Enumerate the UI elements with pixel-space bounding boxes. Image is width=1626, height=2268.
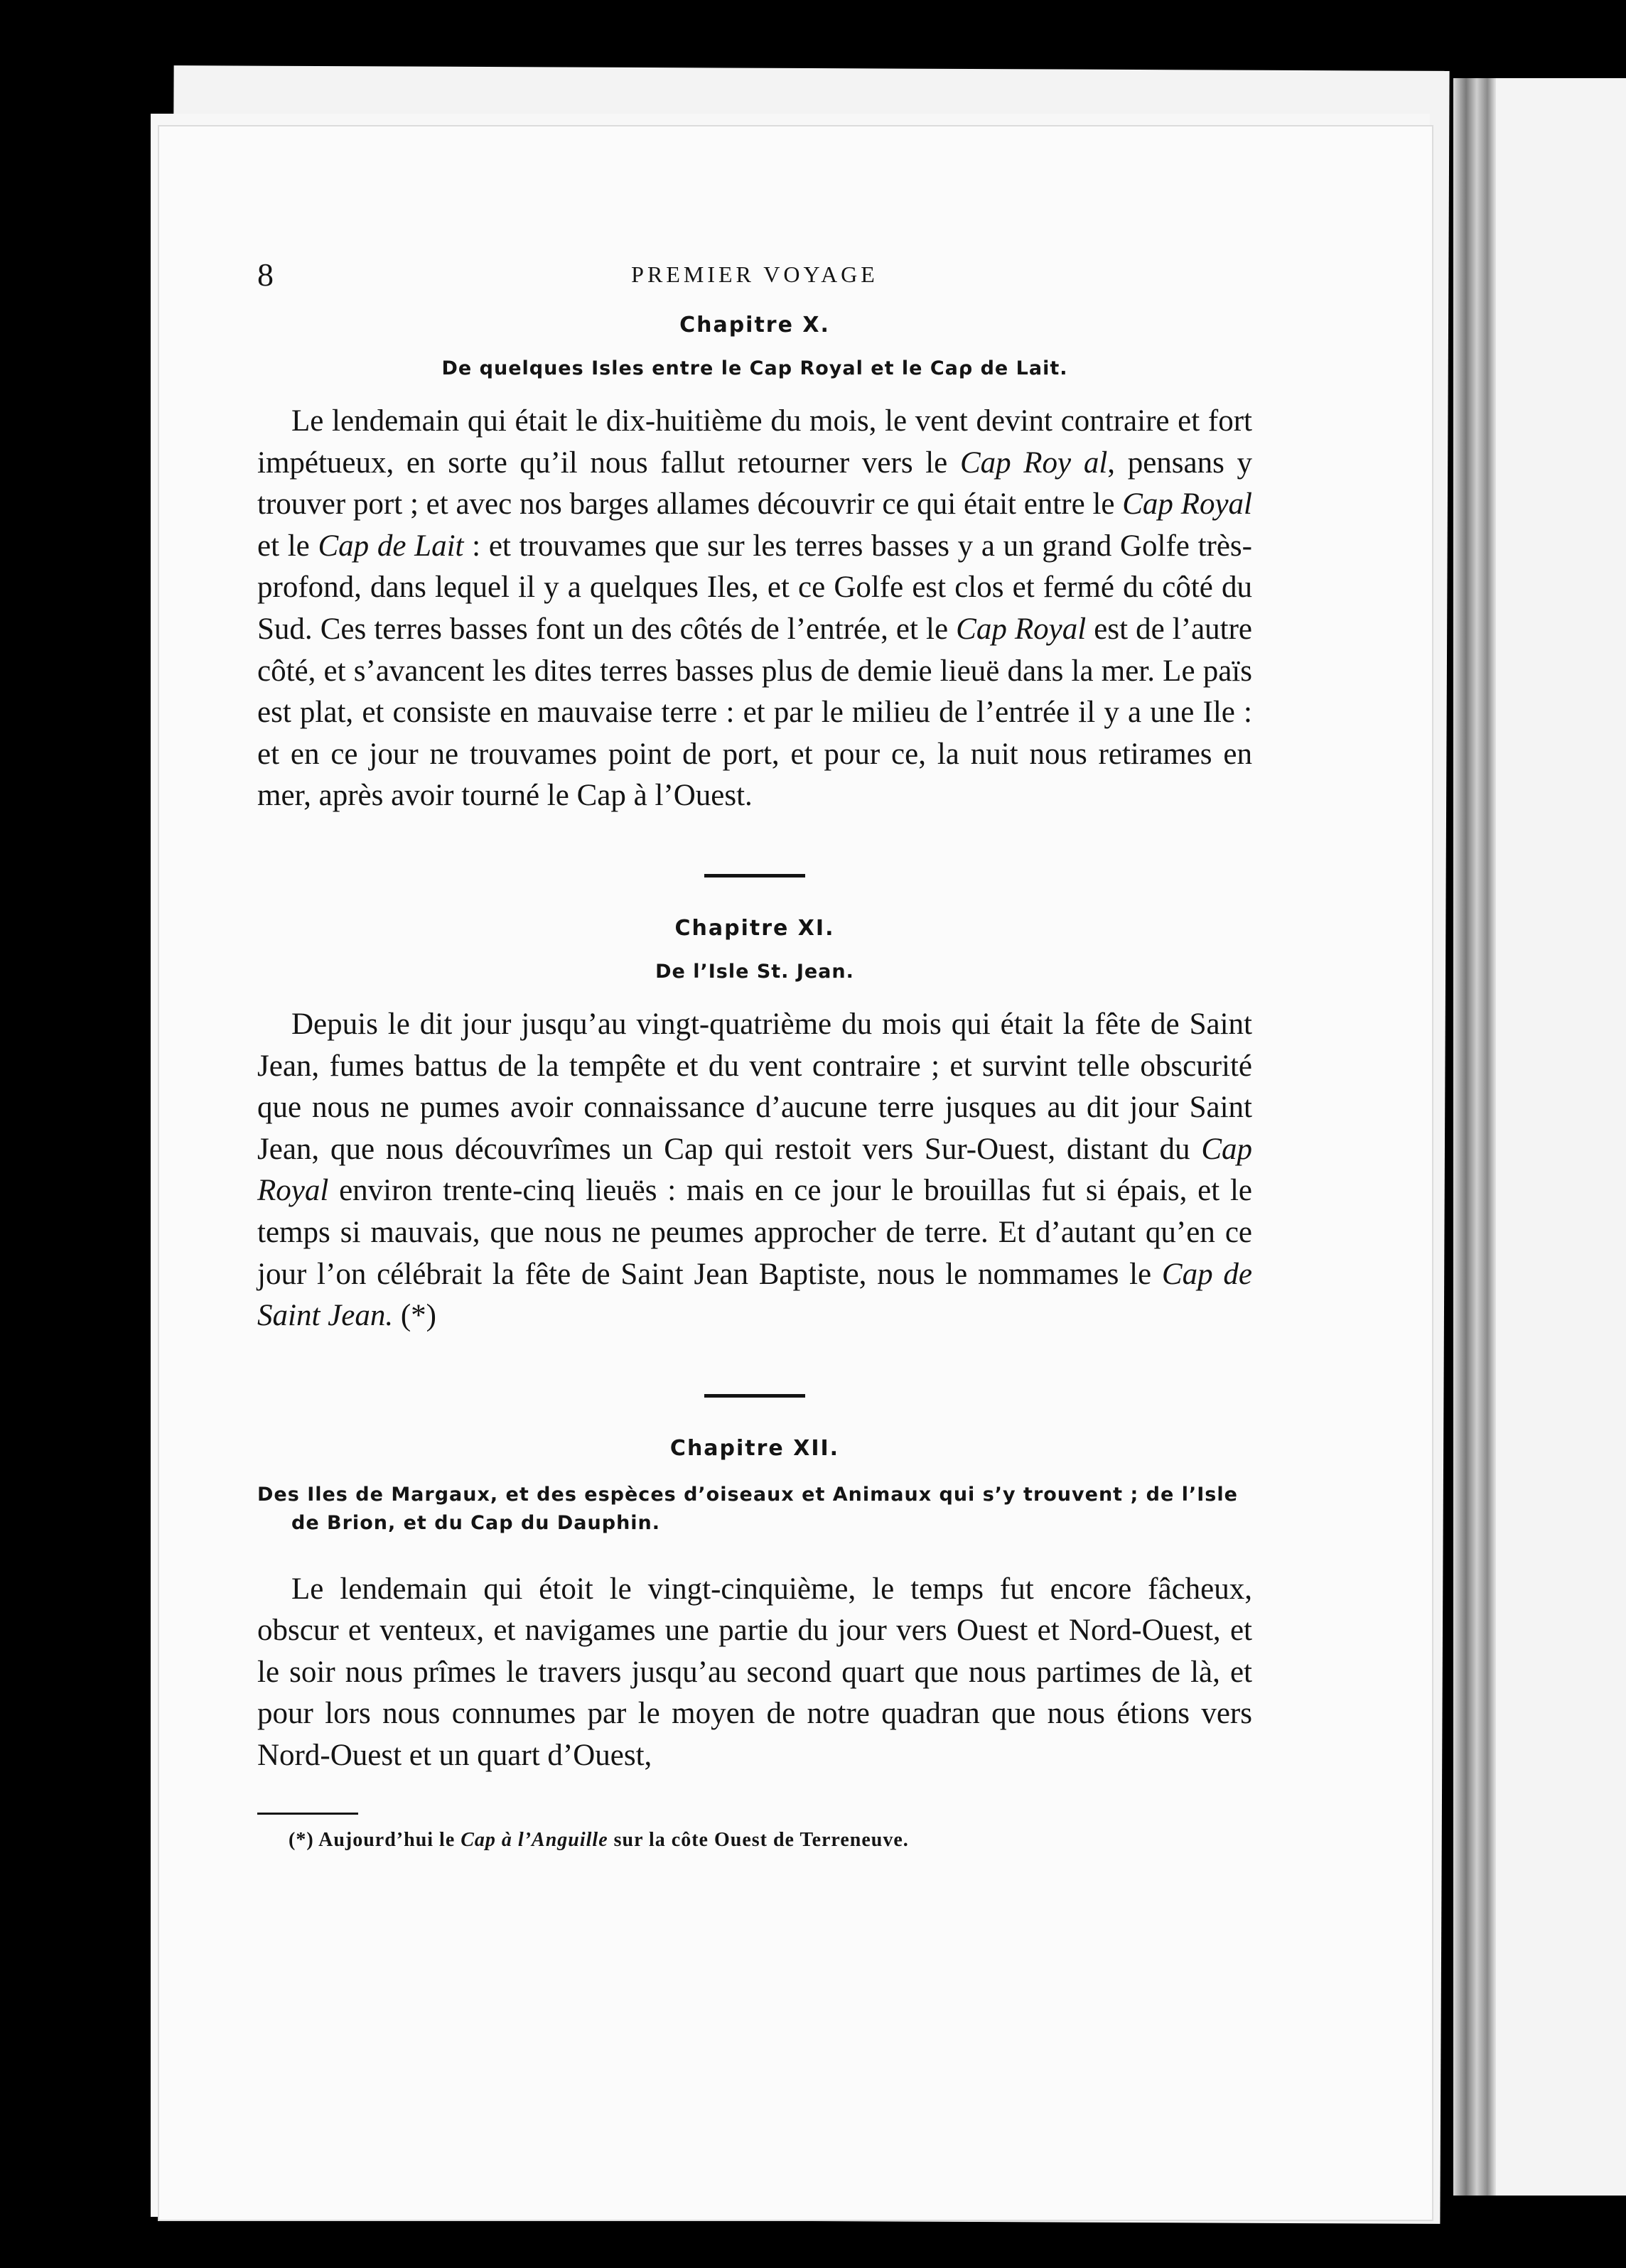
text-run: et le bbox=[257, 529, 318, 563]
section-divider bbox=[704, 874, 805, 878]
text-run: Le lendemain qui étoit le vingt-cinquième, le temps fut encore fâcheux, obscur et venteux, et navigames une partie du jour vers Ouest et Nord-Ouest, et le soir nous prîmes le travers jusqu’au second quart que nous partimes de là, et pour lors nous connumes par le moyen de notre quadran que nous étions vers Nord-Ouest et un quart d’Ouest, bbox=[257, 1572, 1252, 1773]
chapter-subtitle: De l’Isle St. Jean. bbox=[655, 960, 854, 983]
chapter-title: Chapitre X. bbox=[679, 313, 830, 338]
chapter-paragraph bbox=[257, 1004, 1252, 1337]
chapter-title: Chapitre XI. bbox=[674, 915, 835, 941]
chapter-subtitle: De quelques Isles entre le Cap Royal et le Caρ de Lait. bbox=[441, 357, 1068, 379]
italic-run: Cap de Saint Jean. bbox=[257, 1257, 1252, 1333]
italic-run: Cap de Lait bbox=[318, 529, 464, 563]
page-number: 8 bbox=[257, 256, 274, 293]
book-binding bbox=[1453, 78, 1496, 2196]
text-run: sur la côte Ouest de Terreneuve. bbox=[608, 1828, 909, 1851]
chapter-title: Chapitre XII. bbox=[669, 1435, 840, 1461]
italic-run: Cap Roy al bbox=[959, 446, 1108, 480]
footnote bbox=[257, 1829, 1252, 1852]
italic-run: Cap Royal bbox=[1122, 487, 1252, 522]
running-title: PREMIER VOYAGE bbox=[631, 261, 878, 287]
text-run: : et trouvames que sur les terres basses y a un grand Golfe très-profond, dans lequel il y a quelques Iles, et ce Golfe est clos et fermé du côté du Sud. Ces terres basses font un des côtés de l’entrée, et le bbox=[257, 529, 1252, 646]
text-run: (*) bbox=[393, 1299, 436, 1333]
italic-run: Cap Royal bbox=[257, 1132, 1252, 1208]
facing-page-edge bbox=[1496, 78, 1626, 2196]
text-run: environ trente-cinq lieuës : mais en ce jour le brouillas fut si épais, et le temps si mauvais, que nous ne peumes approcher de terre. Et d’autant qu’en ce jour l’on célébrait la fête de Saint Jean Baptiste, nous le nommames le bbox=[257, 1174, 1252, 1291]
italic-run: Cap Royal bbox=[956, 612, 1087, 646]
footnote-divider bbox=[257, 1813, 358, 1815]
page-text bbox=[257, 256, 1252, 1852]
italic-run: Cap à l’Anguille bbox=[461, 1828, 608, 1851]
text-run: (*) Aujourd’hui le bbox=[289, 1828, 461, 1851]
text-run: est de l’autre côté, et s’avancent les dites terres basses plus de demie lieuë dans la mer. Le païs est plat, et consiste en mauvaise terre : et par le milieu de l’entrée il y a une Ile : et en ce jour ne trouvames point de port, et pour ce, la nuit nous retirames en mer, après avoir tourné le Cap à l’Ouest. bbox=[257, 612, 1253, 813]
section-divider bbox=[704, 1394, 805, 1398]
text-run: Depuis le dit jour jusqu’au vingt-quatrième du mois qui était la fête de Saint Jean, fumes battus de la tempête et du vent contraire ; et survint telle obscurité que nous ne pumes avoir connaissance d’aucune terre jusques au dit jour Saint Jean, que nous découvrîmes un Cap qui restoit vers Sur-Ouest, distant du bbox=[257, 1007, 1252, 1166]
text-run: , pensans y trouver port ; et avec nos barges allames découvrir ce qui était entre le bbox=[257, 446, 1253, 522]
text-run: Le lendemain qui était le dix-huitième du mois, le vent devint contraire et fort impétueux, en sorte qu’il nous fallut retourner vers le bbox=[257, 404, 1252, 480]
chapter-paragraph bbox=[257, 1569, 1252, 1777]
chapter-subtitle: Des Iles de Margaux, et des espèces d’oiseaux et Animaux qui s’y trouvent ; de l’Isle de Brion, et du Cap du Dauphin. bbox=[257, 1483, 1238, 1534]
chapter-paragraph bbox=[257, 401, 1252, 817]
page-header bbox=[257, 256, 1252, 298]
